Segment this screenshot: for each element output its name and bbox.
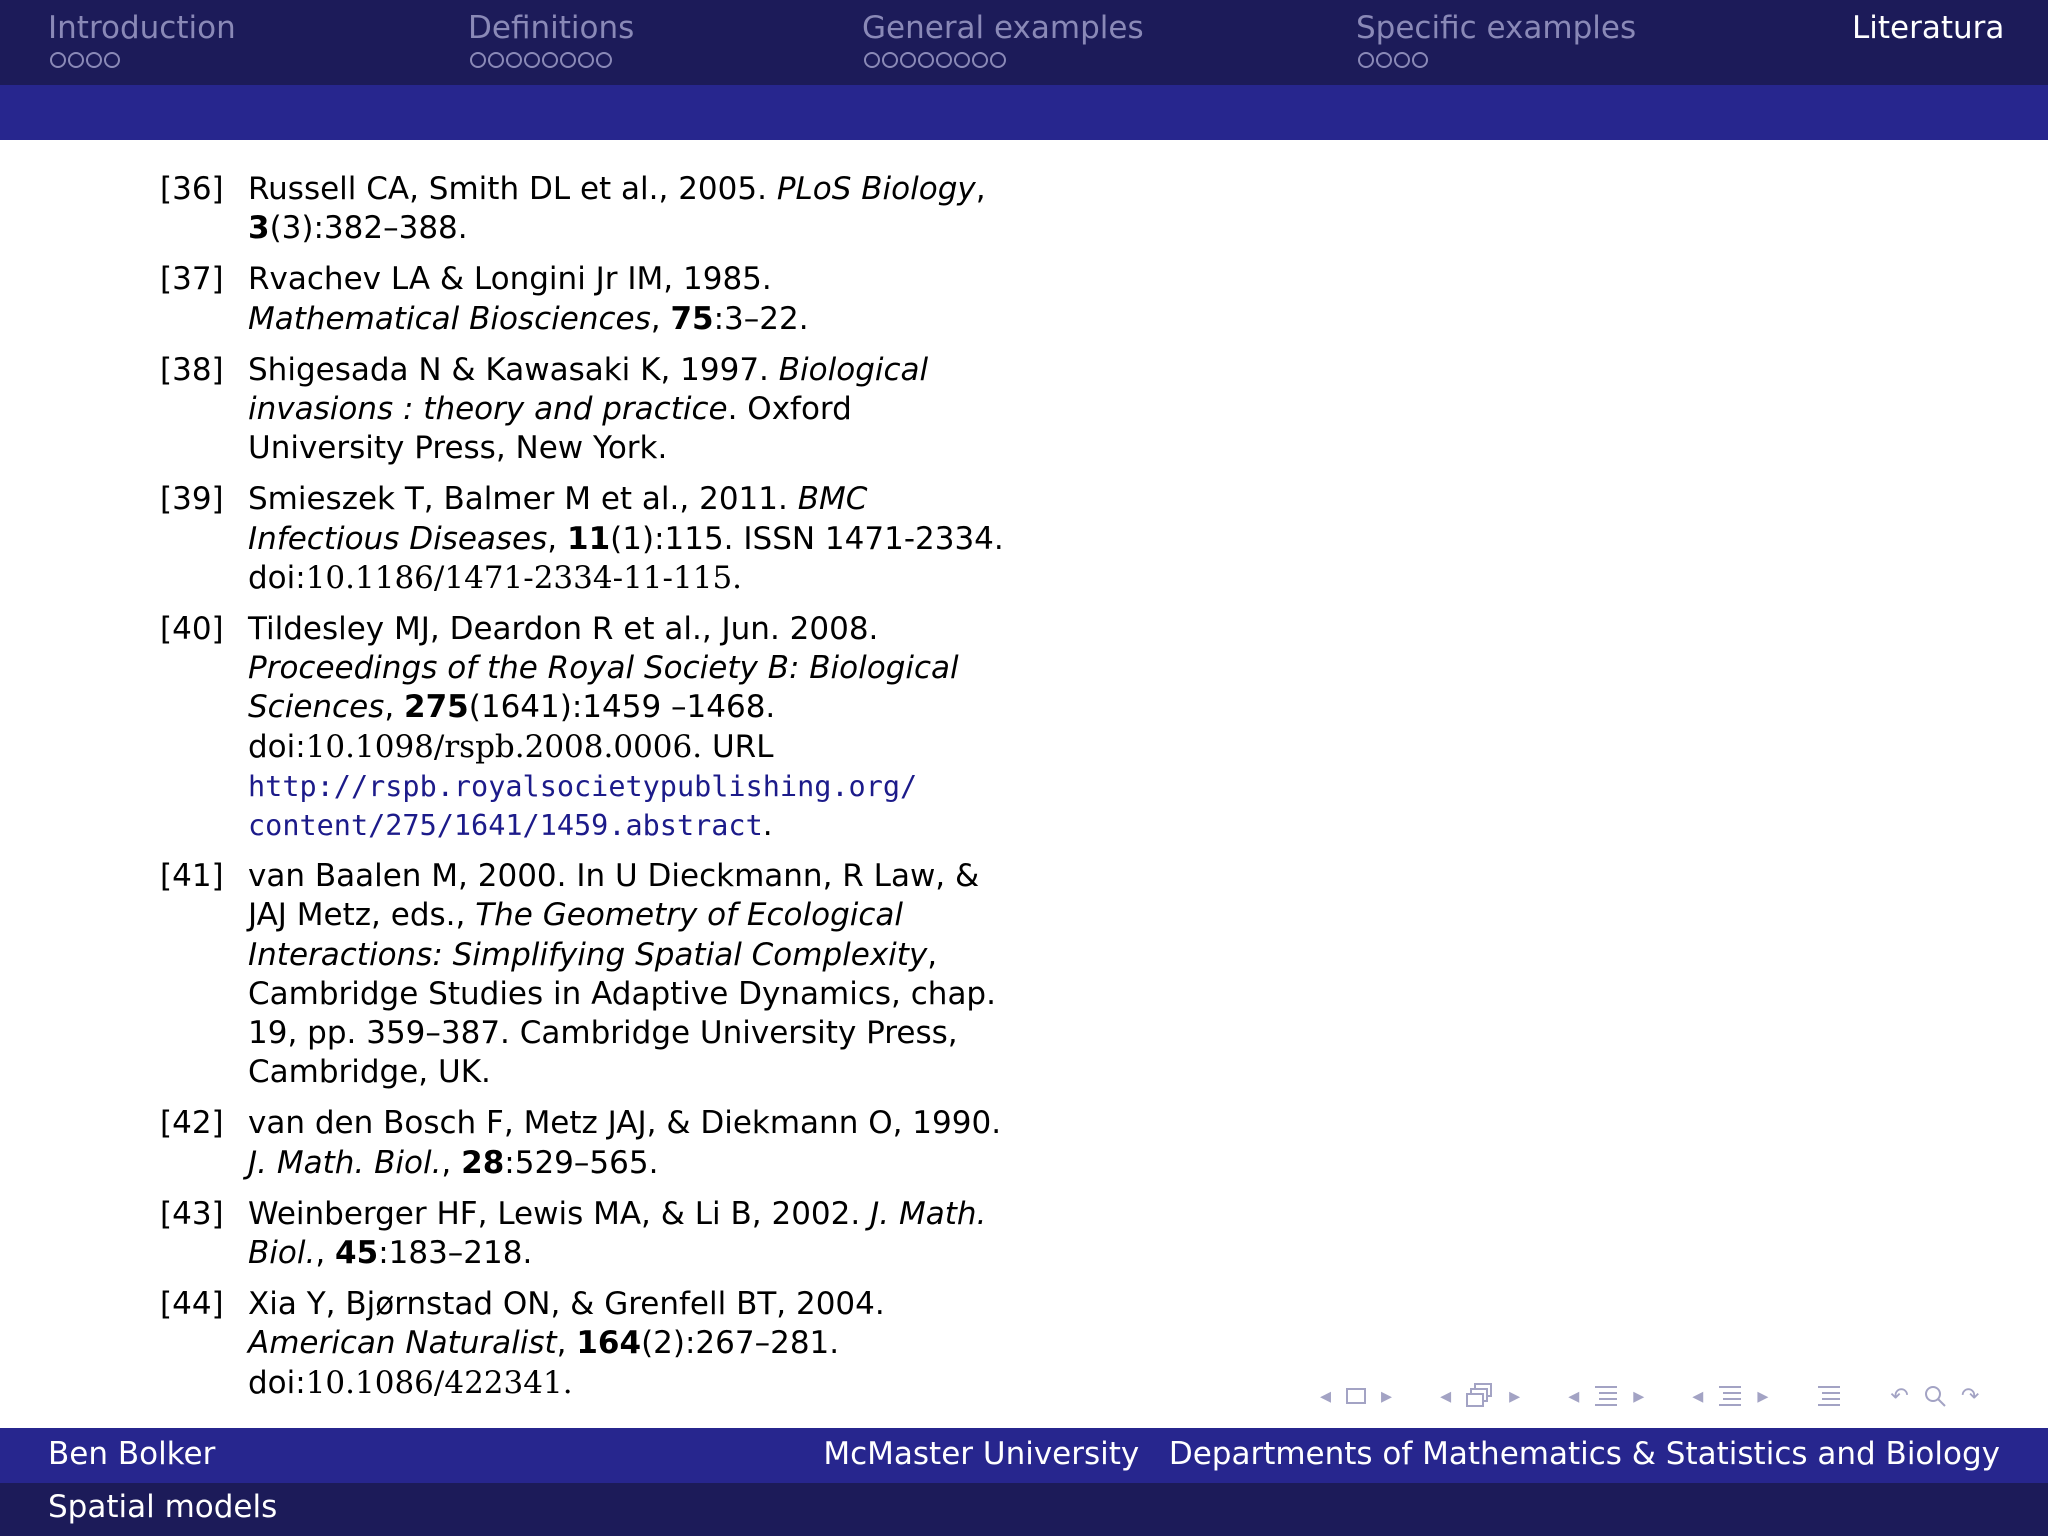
nav-slide-dot[interactable]: [86, 52, 102, 68]
nav-slide-dot[interactable]: [1358, 52, 1374, 68]
nav-slide-dot[interactable]: [560, 52, 576, 68]
footer-author: Ben Bolker: [48, 1436, 216, 1472]
nav-slide-dot[interactable]: [936, 52, 952, 68]
nav-section-title[interactable]: Introduction: [48, 10, 236, 46]
nav-slide-dot[interactable]: [578, 52, 594, 68]
reference-url-link[interactable]: content/275/1641/1459.abstract: [248, 809, 763, 843]
nav-slide-dot[interactable]: [1376, 52, 1392, 68]
reference-url-link[interactable]: http://rspb.royalsocietypublishing.org/: [248, 769, 918, 803]
back-icon[interactable]: ↶: [1890, 1383, 1909, 1409]
reference-text: Rvachev LA & Longini Jr IM, 1985. Mathematical Biosciences, 75:3–22.: [248, 261, 809, 337]
frame-icon[interactable]: [1345, 1387, 1367, 1405]
navigation-symbols: [1320, 1378, 1993, 1414]
footer-bottom-bar: [0, 1483, 2048, 1536]
reference-text: Shigesada N & Kawasaki K, 1997. Biological invasions : theory and practice. Oxford University Press, New York.: [248, 351, 929, 467]
nav-slide-dots: [50, 52, 236, 68]
prev-frame-icon[interactable]: ◂: [1320, 1383, 1332, 1409]
header-strip: [0, 85, 2048, 140]
reference-item: [160, 610, 1020, 845]
reference-item: [160, 170, 1020, 248]
nav-section-title[interactable]: Definitions: [468, 10, 635, 46]
nav-slide-dots: [470, 52, 634, 68]
nav-section-literatura[interactable]: [1852, 8, 2004, 48]
frame-nav-group: [1320, 1384, 1406, 1409]
document-icon[interactable]: [1717, 1383, 1743, 1409]
subsection-nav-group: [1440, 1382, 1534, 1410]
reference-text: Tildesley MJ, Deardon R et al., Jun. 2008. Proceedings of the Royal Society B: Biological Sciences, 275(1641):1459 –1468. doi:10.1098/rspb.2008.0006. URL http://rspb.royalsocietypublishing.org/ content/275/1641/1459.abstract.: [248, 611, 959, 844]
nav-slide-dot[interactable]: [1394, 52, 1410, 68]
reference-label: [37]: [160, 261, 224, 298]
reference-item: [160, 1285, 1020, 1403]
prev-subsection-icon[interactable]: ◂: [1440, 1383, 1452, 1409]
nav-slide-dot[interactable]: [50, 52, 66, 68]
prev-section-icon[interactable]: ◂: [1568, 1383, 1580, 1409]
nav-slide-dot[interactable]: [542, 52, 558, 68]
nav-slide-dot[interactable]: [68, 52, 84, 68]
nav-slide-dot[interactable]: [990, 52, 1006, 68]
appendix-icon[interactable]: [1816, 1383, 1842, 1409]
footer-top-bar: [0, 1428, 2048, 1483]
reference-item: [160, 480, 1020, 598]
reference-text: van Baalen M, 2000. In U Dieckmann, R Law, & JAJ Metz, eds., The Geometry of Ecological Interactions: Simplifying Spatial Complexity, Cambridge Studies in Adaptive Dynamics, chap. 19, pp. 359–387. Cambridge University Press, Cambridge, UK.: [248, 858, 996, 1091]
nav-slide-dot[interactable]: [596, 52, 612, 68]
next-section-icon[interactable]: ▸: [1633, 1383, 1645, 1409]
nav-slide-dot[interactable]: [524, 52, 540, 68]
footer-talk-title: Spatial models: [48, 1489, 278, 1525]
reference-label: [44]: [160, 1286, 224, 1323]
reference-text: van den Bosch F, Metz JAJ, & Diekmann O, 1990. J. Math. Biol., 28:529–565.: [248, 1105, 1002, 1181]
nav-slide-dots: [1358, 52, 1636, 68]
document-nav-group: [1692, 1383, 1782, 1409]
next-document-icon[interactable]: ▸: [1757, 1383, 1769, 1409]
reference-text: Weinberger HF, Lewis MA, & Li B, 2002. J. Math. Biol., 45:183–218.: [248, 1195, 987, 1272]
nav-section-general-examples[interactable]: [862, 8, 1144, 68]
nav-slide-dot[interactable]: [470, 52, 486, 68]
nav-section-definitions[interactable]: [468, 8, 634, 68]
nav-slide-dot[interactable]: [506, 52, 522, 68]
forward-icon[interactable]: ↷: [1960, 1383, 1980, 1409]
prev-document-icon[interactable]: ◂: [1692, 1383, 1704, 1409]
reference-label: [36]: [160, 171, 224, 207]
nav-section-title[interactable]: General examples: [862, 10, 1144, 46]
reference-text: Smieszek T, Balmer M et al., 2011. BMC Infectious Diseases, 11(1):115. ISSN 1471-2334. doi:10.1186/1471-2334-11-115.: [248, 481, 1004, 596]
nav-slide-dot[interactable]: [918, 52, 934, 68]
reference-item: [160, 351, 1020, 469]
nav-slide-dot[interactable]: [488, 52, 504, 68]
reference-text: Russell CA, Smith DL et al., 2005. PLoS Biology, 3(3):382–388.: [248, 171, 986, 247]
reference-label: [39]: [160, 481, 224, 518]
nav-section-introduction[interactable]: [48, 8, 236, 68]
reference-label: [43]: [160, 1195, 224, 1232]
next-subsection-icon[interactable]: ▸: [1509, 1383, 1521, 1409]
top-navigation: [0, 0, 2048, 85]
search-icon[interactable]: [1923, 1384, 1947, 1408]
nav-section-title[interactable]: Literatura: [1852, 10, 2005, 46]
nav-slide-dot[interactable]: [972, 52, 988, 68]
reference-label: [41]: [160, 858, 224, 895]
appendix-nav-group: [1816, 1383, 1856, 1409]
search-nav-group: [1890, 1384, 1993, 1409]
reference-item: [160, 1195, 1020, 1273]
next-frame-icon[interactable]: ▸: [1381, 1383, 1393, 1409]
reference-list: [160, 170, 1020, 1415]
nav-slide-dot[interactable]: [900, 52, 916, 68]
nav-slide-dot[interactable]: [954, 52, 970, 68]
reference-item: [160, 857, 1020, 1092]
reference-text: Xia Y, Bjørnstad ON, & Grenfell BT, 2004. American Naturalist, 164(2):267–281. doi:10.1086/422341.: [248, 1286, 885, 1401]
reference-label: [42]: [160, 1105, 224, 1142]
nav-section-specific-examples[interactable]: [1356, 8, 1636, 68]
subsection-icon[interactable]: [1465, 1382, 1495, 1410]
nav-slide-dots: [864, 52, 1144, 68]
nav-section-title[interactable]: Specific examples: [1356, 10, 1637, 46]
nav-slide-dot[interactable]: [882, 52, 898, 68]
nav-slide-dot[interactable]: [104, 52, 120, 68]
footer-institution: McMaster University Departments of Mathematics & Statistics and Biology: [823, 1436, 2000, 1472]
reference-item: [160, 1104, 1020, 1182]
section-nav-group: [1568, 1383, 1658, 1409]
reference-label: [40]: [160, 611, 224, 648]
nav-slide-dot[interactable]: [1412, 52, 1428, 68]
reference-item: [160, 260, 1020, 338]
section-icon[interactable]: [1593, 1383, 1619, 1409]
reference-label: [38]: [160, 351, 224, 388]
nav-slide-dot[interactable]: [864, 52, 880, 68]
